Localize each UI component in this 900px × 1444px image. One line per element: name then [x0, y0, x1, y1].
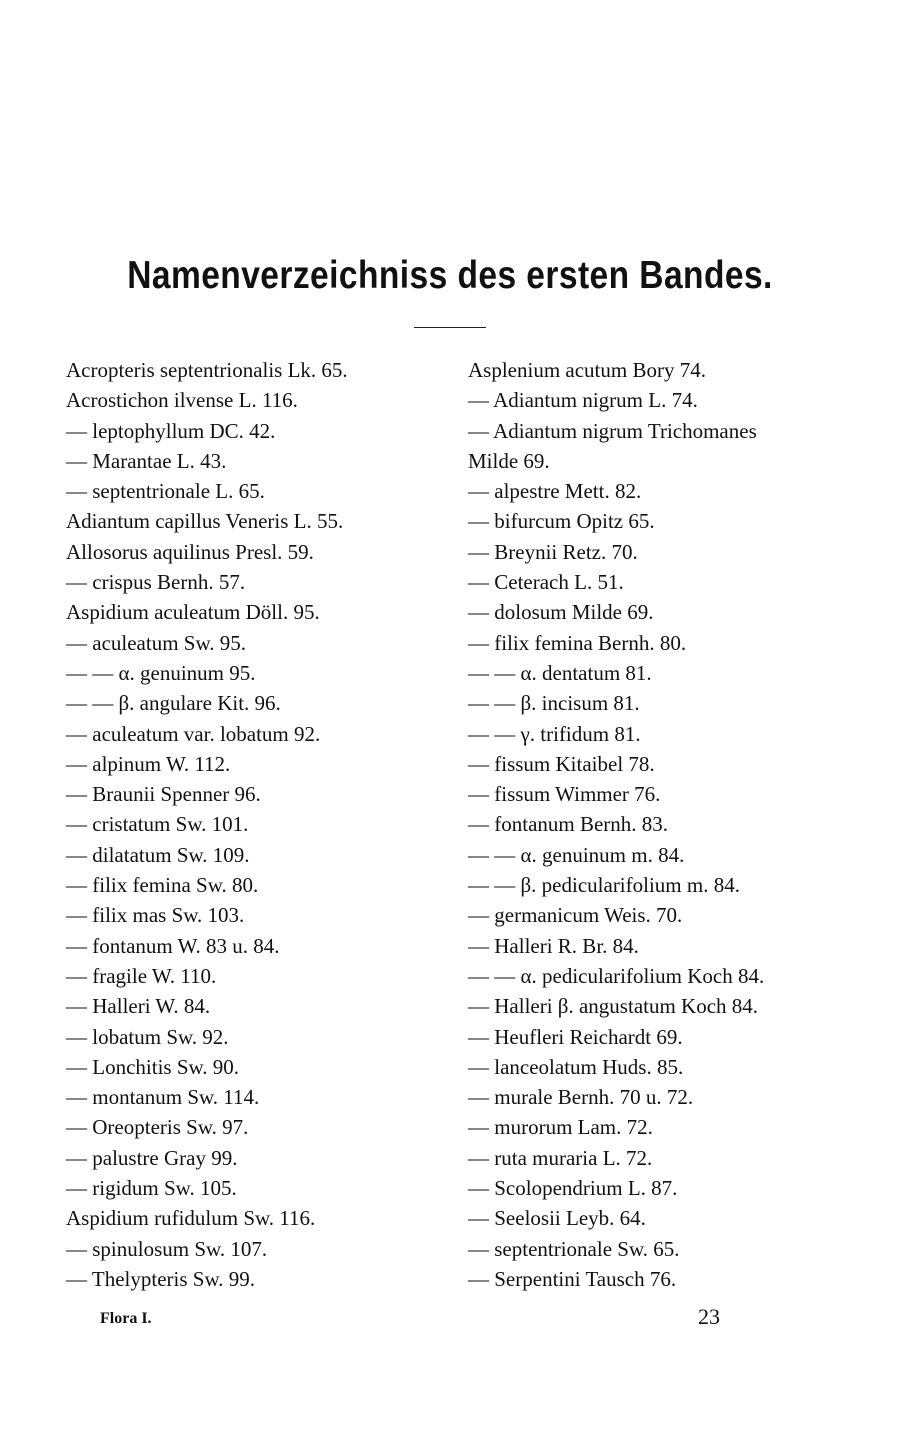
index-entry: — — α. genuinum m. 84. [468, 842, 685, 867]
index-entry: — fissum Wimmer 76. [468, 782, 661, 807]
index-entry: — Adiantum nigrum Trichomanes [468, 418, 757, 443]
index-entry: — lobatum Sw. 92. [66, 1024, 229, 1049]
index-entry: — dilatatum Sw. 109. [66, 842, 250, 867]
index-entry: — crispus Bernh. 57. [66, 570, 246, 595]
index-entry: — Oreopteris Sw. 97. [66, 1115, 249, 1140]
index-entry: — aculeatum Sw. 95. [66, 630, 247, 655]
index-entry: — Breynii Retz. 70. [468, 539, 638, 564]
index-entry: Acrostichon ilvense L. 116. [66, 388, 298, 413]
index-entry: — montanum Sw. 114. [66, 1085, 260, 1110]
index-entry: — septentrionale L. 65. [66, 479, 265, 504]
index-entry: — — β. angulare Kit. 96. [66, 691, 281, 716]
index-entry: — fissum Kitaibel 78. [468, 751, 655, 776]
title-divider [414, 327, 486, 328]
index-entry: — bifurcum Opitz 65. [468, 509, 655, 534]
index-entry: — Ceterach L. 51. [468, 570, 624, 595]
index-column-left [66, 355, 446, 1294]
index-entry: Asplenium acutum Bory 74. [468, 358, 706, 382]
index-entry: Aspidium rufidulum Sw. 116. [66, 1206, 316, 1231]
sheet-number: 23 [698, 1304, 720, 1329]
index-entry: — Marantae L. 43. [66, 448, 227, 473]
page-title: Namenverzeichniss des ersten Bandes. [127, 254, 773, 297]
index-entry: — Halleri β. angustatum Koch 84. [468, 994, 759, 1019]
index-entry: — ruta muraria L. 72. [468, 1145, 653, 1170]
index-entry: Acropteris septentrionalis Lk. 65. [66, 358, 348, 382]
index-column-right [468, 355, 868, 1294]
index-entry: — filix femina Bernh. 80. [468, 630, 687, 655]
index-entry: — Halleri W. 84. [66, 994, 211, 1019]
index-entry: — rigidum Sw. 105. [66, 1176, 237, 1201]
index-entry: — leptophyllum DC. 42. [66, 418, 276, 443]
index-entry: — Braunii Spenner 96. [66, 782, 261, 807]
index-entry: — alpinum W. 112. [66, 751, 231, 776]
index-entry: — spinulosum Sw. 107. [66, 1236, 268, 1261]
index-entry: — filix mas Sw. 103. [66, 903, 245, 928]
index-entry: — Scolopendrium L. 87. [468, 1176, 678, 1201]
index-entry: — murorum Lam. 72. [468, 1115, 653, 1140]
index-entry: — palustre Gray 99. [66, 1145, 238, 1170]
index-entry: — septentrionale Sw. 65. [468, 1236, 680, 1261]
index-entry: — — α. genuinum 95. [66, 660, 256, 685]
index-entry: — Adiantum nigrum L. 74. [468, 388, 698, 413]
index-entry: Aspidium aculeatum Döll. 95. [66, 600, 320, 625]
index-entry: — — β. pedicularifolium m. 84. [468, 873, 740, 898]
index-entry: — fontanum W. 83 u. 84. [66, 933, 280, 958]
sheet-signature: Flora I. [100, 1310, 152, 1327]
index-entry: — Heufleri Reichardt 69. [468, 1024, 683, 1049]
index-entry: — cristatum Sw. 101. [66, 812, 249, 837]
index-entry: — — β. incisum 81. [468, 691, 640, 716]
index-entry: — Lonchitis Sw. 90. [66, 1054, 240, 1079]
index-entry: — lanceolatum Huds. 85. [468, 1054, 684, 1079]
index-entry: Allosorus aquilinus Presl. 59. [66, 539, 314, 564]
index-entry: — germanicum Weis. 70. [468, 903, 683, 928]
index-entry: — fontanum Bernh. 83. [468, 812, 669, 837]
index-entry: — dolosum Milde 69. [468, 600, 654, 625]
index-entry: Adiantum capillus Veneris L. 55. [66, 509, 344, 534]
index-entry: — — α. dentatum 81. [468, 660, 652, 685]
index-entry: — Seelosii Leyb. 64. [468, 1206, 646, 1231]
index-entry: — — γ. trifidum 81. [468, 721, 641, 746]
index-entry: — filix femina Sw. 80. [66, 873, 259, 898]
index-entry: — Serpentini Tausch 76. [468, 1266, 677, 1291]
index-entry: — Thelypteris Sw. 99. [66, 1266, 255, 1291]
index-entry: Milde 69. [468, 448, 550, 473]
index-entry: — Halleri R. Br. 84. [468, 933, 639, 958]
index-entry: — — α. pedicularifolium Koch 84. [468, 963, 765, 988]
index-entry: — aculeatum var. lobatum 92. [66, 721, 321, 746]
index-entry: — fragile W. 110. [66, 963, 217, 988]
index-entry: — alpestre Mett. 82. [468, 479, 642, 504]
index-entry: — murale Bernh. 70 u. 72. [468, 1085, 694, 1110]
